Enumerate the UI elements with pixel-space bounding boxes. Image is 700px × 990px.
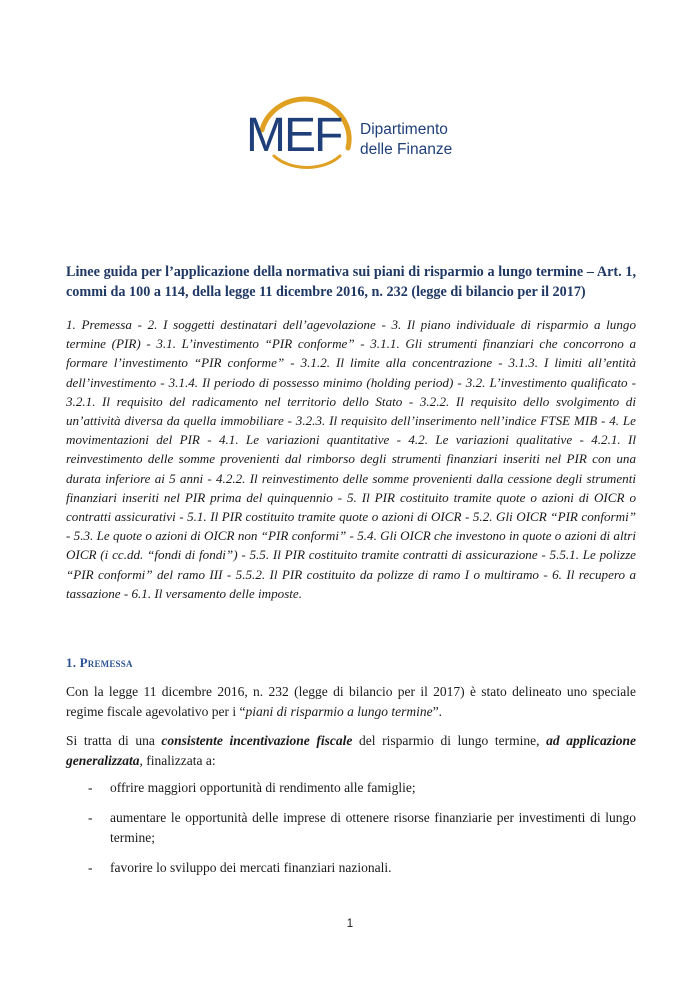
page-number: 1: [346, 918, 354, 930]
paragraph-2-emphasis-1: consistente incentivazione fiscale: [161, 733, 353, 748]
paragraph-2-text: Si tratta di una: [66, 733, 162, 748]
table-of-contents: 1. Premessa - 2. I soggetti destinatari dell’agevolazione - 3. Il piano individuale di risparmio a lungo termine (PIR) - 3.1. L’investimento “PIR conforme” - 3.1.1. Gli strumenti finanziari che concorrono a formare l’investimento “PIR conforme” - 3.1.2. Il limite alla concentrazione - 3.1.3. I limiti all’entità dell’investimento - 3.1.4. Il periodo di possesso minimo (holding period) - 3.2. L’investimento qualificato - 3.2.1. Il requisito del radicamento nel territorio dello Stato - 3.2.2. Il requisito dello svolgimento di un’attività diversa da quella immobiliare - 3.2.3. Il requisito dell’inserimento nell’indice FTSE MIB - 4. Le movimentazioni del PIR - 4.1. Le variazioni quantitative - 4.2. Le variazioni qualitative - 4.2.1. Il reinvestimento delle somme provenienti dal rimborso degli strumenti finanziari inseriti nel PIR con una durata inferiore ai 5 anni - 4.2.2. Il reinvestimento delle somme provenienti dalla cessione degli strumenti finanziari inseriti nel PIR prima del quinquennio - 5. Il PIR costituito tramite quote o azioni di OICR o contratti assicurativi - 5.1. Il PIR costituito tramite quote o azioni di OICR - 5.2. Gli OICR “PIR conformi” - 5.3. Le quote o azioni di OICR non “PIR conformi” - 5.4. Gli OICR che investono in quote o azioni di altri OICR (i cc.dd. “fondi di fondi”) - 5.5. Il PIR costituito tramite contratti di assicurazione - 5.5.1. Le polizze “PIR conformi” del ramo III - 5.5.2. Il PIR costituito da polizze di ramo I o multiramo - 6. Il recupero a tassazione - 6.1. Il versamento delle imposte.: [66, 317, 636, 601]
logo-mark: MEF: [246, 109, 342, 162]
document-title: Linee guida per l’applicazione della normativa sui piani di risparmio a lungo termine – Art. 1, commi da 100 a 114, della legge 11 dicembre 2016, n. 232 (legge di bilancio per il 2017): [66, 264, 636, 300]
list-item-text: favorire lo sviluppo dei mercati finanziari nazionali.: [110, 860, 392, 875]
list-item-text: aumentare le opportunità delle imprese di ottenere risorse finanziarie per investimenti di lungo termine;: [110, 810, 636, 845]
list-item: [66, 858, 636, 878]
paragraph-2: [66, 731, 636, 771]
paragraph-2-emphasis-2: ad applicazione generalizzata: [66, 733, 636, 768]
section-heading: 1. Premessa: [66, 655, 133, 670]
paragraph-1-end: ”.: [432, 704, 443, 719]
list-item-text: offrire maggiori opportunità di rendimento alle famiglie;: [110, 780, 416, 795]
bullet-dash: -: [88, 810, 93, 825]
bullet-list: [66, 778, 636, 888]
logo-line-1: Dipartimento: [360, 121, 448, 138]
mef-logo: [244, 90, 464, 170]
list-item: [66, 778, 636, 798]
bullet-dash: -: [88, 780, 93, 795]
paragraph-2-end: , finalizzata a:: [139, 753, 216, 768]
paragraph-2-middle: del risparmio di lungo termine,: [352, 733, 547, 748]
list-item: [66, 808, 636, 848]
paragraph-1: [66, 682, 636, 722]
paragraph-1-italic: piani di risparmio a lungo termine: [245, 704, 433, 719]
paragraph-1-text: Con la legge 11 dicembre 2016, n. 232 (legge di bilancio per il 2017) è stato delineato uno speciale regime fiscale agevolativo per i “: [66, 684, 636, 719]
logo-line-2: delle Finanze: [360, 141, 453, 158]
bullet-dash: -: [88, 860, 93, 875]
logo-text: [360, 120, 452, 160]
